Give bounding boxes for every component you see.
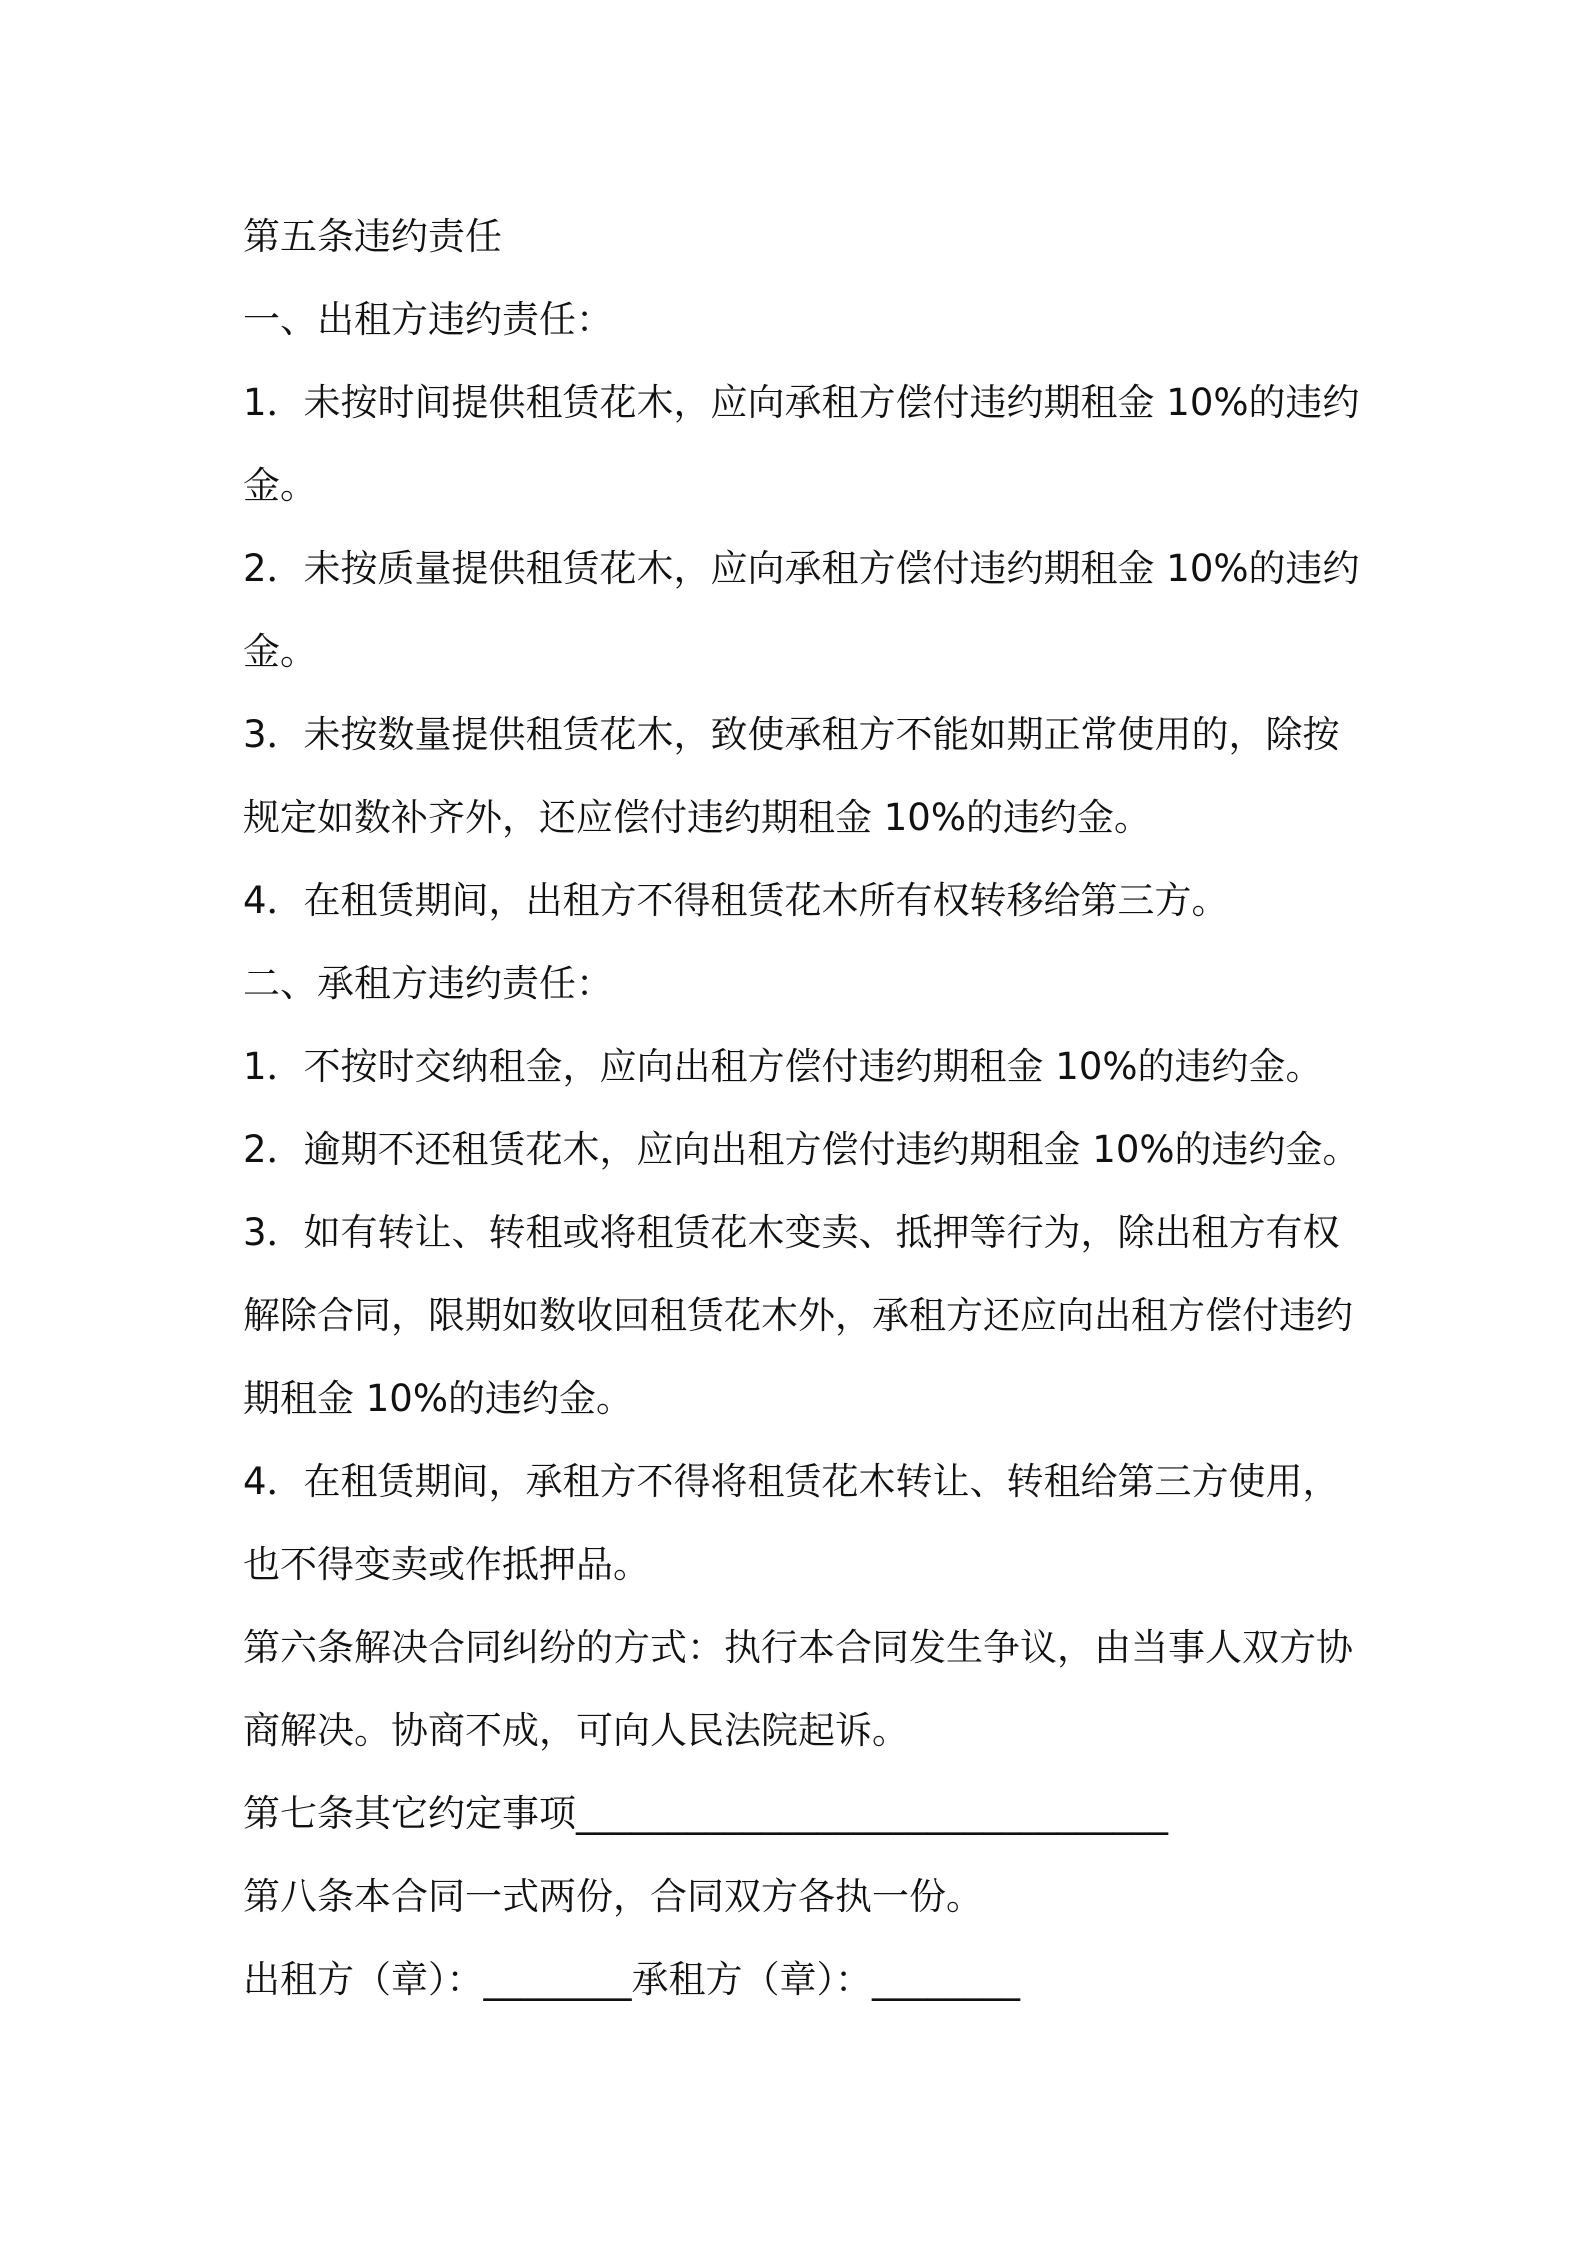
lessee-clause-2: 2．逾期不还租赁花木，应向出租方偿付违约期租金 10%的违约金。 (243, 1128, 1360, 1171)
lessee-clause-4-line-1: 4．在租赁期间，承租方不得将租赁花木转让、转租给第三方使用， (243, 1460, 1340, 1503)
document-body (243, 195, 1363, 2021)
lessee-clause-4-line-2: 也不得变卖或作抵押品。 (243, 1543, 650, 1586)
lessor-clause-3-line-2: 规定如数补齐外，还应偿付违约期租金 10%的违约金。 (243, 796, 1151, 839)
lessee-clause-1: 1．不按时交纳租金，应向出租方偿付违约期租金 10%的违约金。 (243, 1045, 1323, 1088)
lessee-clause-3-line-3: 期租金 10%的违约金。 (243, 1377, 633, 1420)
lessor-clause-2-line-1: 2．未按质量提供租赁花木，应向承租方偿付违约期租金 10%的违约 (243, 547, 1360, 590)
article-five-heading: 第五条违约责任 (243, 215, 502, 258)
lessee-clause-3-line-1: 3．如有转让、转租或将租赁花木变卖、抵押等行为，除出租方有权 (243, 1211, 1340, 1254)
lessor-clause-3-line-1: 3．未按数量提供租赁花木，致使承租方不能如期正常使用的，除按 (243, 713, 1340, 756)
lessee-clause-3-line-2: 解除合同，限期如数收回租赁花木外，承租方还应向出租方偿付违约 (243, 1294, 1353, 1337)
article-eight: 第八条本合同一式两份，合同双方各执一份。 (243, 1875, 983, 1918)
article-seven: 第七条其它约定事项________________________________ (243, 1792, 1168, 1835)
signature-line: 出租方（章）：________承租方（章）：________ (243, 1958, 1020, 2001)
lessor-clause-4: 4．在租赁期间，出租方不得租赁花木所有权转移给第三方。 (243, 879, 1229, 922)
lessor-clause-1-line-2: 金。 (243, 464, 317, 507)
article-six-line-2: 商解决。协商不成，可向人民法院起诉。 (243, 1709, 909, 1752)
lessor-liability-heading: 一、出租方违约责任： (243, 298, 613, 341)
article-six-line-1: 第六条解决合同纠纷的方式：执行本合同发生争议，由当事人双方协 (243, 1626, 1353, 1669)
lessor-clause-1-line-1: 1．未按时间提供租赁花木，应向承租方偿付违约期租金 10%的违约 (243, 381, 1360, 424)
lessor-clause-2-line-2: 金。 (243, 630, 317, 673)
lessee-liability-heading: 二、承租方违约责任： (243, 962, 613, 1005)
